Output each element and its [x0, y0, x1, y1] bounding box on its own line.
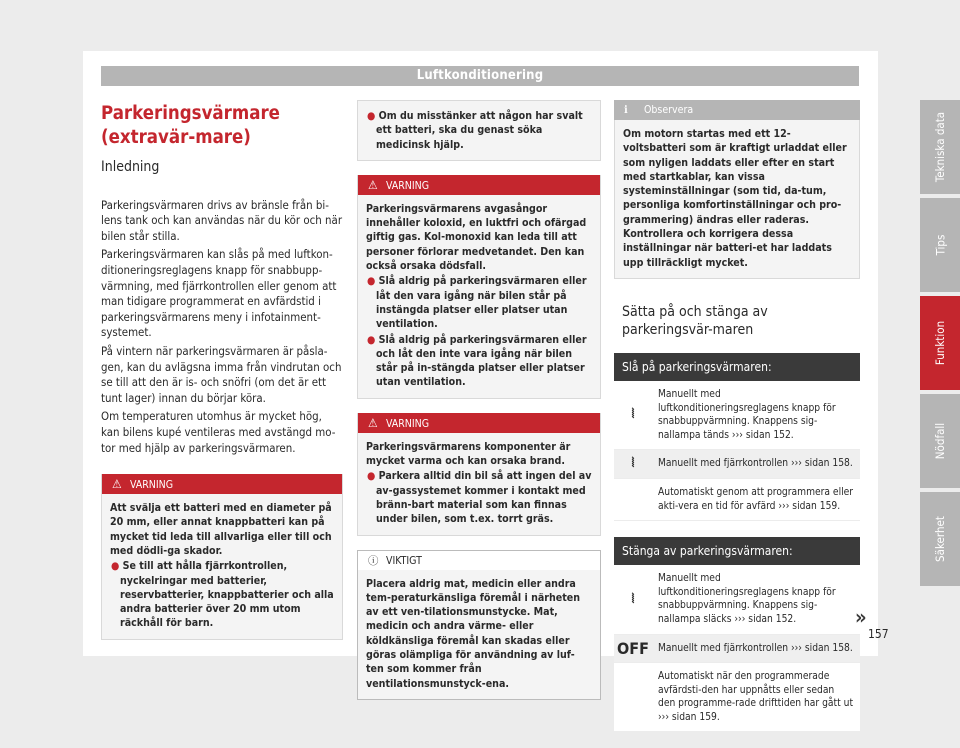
heater-icon: ⦚ — [631, 591, 635, 607]
warning-icon: ⚠ — [368, 177, 378, 192]
section-subtitle: Inledning — [101, 159, 160, 175]
section-title: Parkeringsvärmare (extravär-mare) — [101, 103, 280, 148]
column-1 — [101, 100, 343, 654]
paragraph: Om temperaturen utomhus är mycket hög, kan bilens kupé ventileras med avstängd mo-tor med hjälp av parkeringsvärmaren. — [101, 409, 336, 455]
warning-box — [357, 413, 601, 536]
tab-nodfall[interactable]: Nödfall — [920, 394, 960, 488]
bullet-icon: ● — [367, 333, 379, 346]
warning-icon: ⚠ — [112, 477, 122, 492]
warning-bullet: ● Slå aldrig på parkeringsvärmaren eller låt den vara igång när bilen står på instängda platser eller platser utan ventilation. — [367, 275, 587, 331]
warning-box-continued — [357, 100, 601, 161]
tab-tips[interactable]: Tips — [920, 198, 960, 292]
tab-tekniska-data[interactable]: Tekniska data — [920, 100, 960, 194]
off-icon: OFF — [617, 638, 649, 658]
table-row: OFF Manuellt med fjärrkontrollen ››› sidan 158. — [614, 635, 860, 664]
warning-bullet: ● Om du misstänker att någon har svalt ett batteri, ska du genast söka medicinsk hjälp. — [367, 110, 583, 151]
paragraph: Parkeringsvärmaren drivs av bränsle från bi-lens tank och kan användas när du kör och när bilen står stilla. — [101, 197, 343, 243]
warning-bullet: ● Parkera alltid din bil så att ingen del av av-gassystemet kommer i kontakt med bränn-bart material som kan finnas under bilen, som t.ex. torrt gräs. — [367, 470, 592, 526]
warning-text: Parkeringsvärmarens avgasångor innehåller koloxid, en luktfri och ofärgad giftig gas. Kol-monoxid kan leda till att personer förlorar medvetandet. Den kan också orsaka dödsfall. — [366, 202, 587, 273]
heater-icon: ⦚ — [631, 407, 635, 423]
chapter-header: Luftkonditionering — [101, 66, 859, 86]
warning-label: VARNING — [130, 479, 174, 492]
warning-label: VARNING — [386, 179, 430, 192]
note-box — [614, 100, 860, 279]
notice-box — [357, 550, 601, 700]
table-row: Automatiskt när den programmerade avfärdsti-den har uppnåtts eller sedan den programme-rade drifttiden har gått ut ››› sidan 159. — [614, 663, 860, 732]
table-header: Slå på parkeringsvärmaren: — [614, 353, 860, 381]
notice-text: Placera aldrig mat, medicin eller andra tem-peraturkänsliga föremål i närheten av ett ven-tilationsmunstycke. Mat, medicin och andra värme- eller köldkänsliga föremål kan skadas eller göras olämpliga för användning av luf-ten som kommer från ventilationsmunstyck-ena. — [357, 570, 601, 700]
info-icon: ℹ — [624, 104, 628, 116]
paragraph: På vintern när parkeringsvärmaren är påsla-gen, kan du avlägsna imma från vindrutan och se till att den är is- och snöfri (om det är ett tunt lager) innan du börjar köra. — [101, 343, 342, 405]
page-number: 157 — [868, 627, 889, 641]
warning-text: Att svälja ett batteri med en diameter på 20 mm, eller annat knappbatteri kan på mycket tid leda till allvarliga eller till och med dödli-ga skador. — [110, 502, 332, 557]
table-switch-on — [614, 353, 860, 521]
subsection-title: Sätta på och stänga av parkeringsvär-maren — [622, 303, 768, 338]
table-switch-off — [614, 537, 860, 732]
table-row: Automatiskt genom att programmera eller akti-vera en tid för avfärd ››› sidan 159. — [614, 479, 860, 521]
warning-text: Parkeringsvärmarens komponenter är mycket varma och kan orsaka brand. — [366, 440, 571, 468]
notice-icon: ⓘ — [368, 554, 379, 567]
tab-sakerhet[interactable]: Säkerhet — [920, 492, 960, 586]
notice-label: VIKTIGT — [386, 554, 422, 567]
warning-label: VARNING — [386, 417, 430, 430]
column-3 — [614, 100, 860, 748]
bullet-icon: ● — [111, 560, 123, 573]
warning-box — [357, 175, 601, 399]
table-row: ⦚ Manuellt med luftkonditioneringsreglagens knapp för snabbuppvärmning. Knappens sig-nallampa tänds ››› sidan 152. — [614, 381, 860, 450]
warning-bullet: ● Se till att hålla fjärrkontrollen, nyckelringar med batterier, reservbatterier, knappbatterier och alla andra batterier över 20 mm utom räckhåll för barn. — [111, 560, 334, 630]
bullet-icon: ● — [367, 110, 379, 122]
table-header: Stänga av parkeringsvärmaren: — [614, 537, 860, 565]
continue-arrow-icon: » — [855, 605, 867, 629]
warning-box — [101, 474, 343, 640]
bullet-icon: ● — [367, 470, 379, 483]
paragraph: Parkeringsvärmaren kan slås på med luftkon-ditioneringsreglagens knapp för snabbupp-värmning, med fjärrkontrollen eller genom att man tidigare programmerat en avfärdstid i parkeringsvärmarens meny i infotainment-systemet. — [101, 247, 337, 340]
bullet-icon: ● — [367, 275, 379, 288]
note-label: Observera — [644, 104, 694, 116]
tab-funktion[interactable]: Funktion — [920, 296, 960, 390]
column-2 — [357, 100, 601, 714]
warning-bullet: ● Slå aldrig på parkeringsvärmaren eller och låt den inte vara igång när bilen står på in-stängda platser eller platser utan ventilation. — [367, 333, 587, 389]
table-row: ⦚ Manuellt med fjärrkontrollen ››› sidan 158. — [614, 450, 860, 479]
note-text: Om motorn startas med ett 12-voltsbatteri som är kraftigt urladdat eller som nyligen laddats eller efter en start med startkablar, kan vissa systeminställningar (som tid, da-tum, personliga komfortinställningar och pro-grammering) ändras eller raderas. Kontrollera och korrigera dessa inställningar när batteri-et har laddats upp tillräckligt mycket. — [614, 120, 860, 279]
warning-icon: ⚠ — [368, 415, 378, 430]
table-row: ⦚ Manuellt med luftkonditioneringsreglagens knapp för snabbuppvärmning. Knappens sig-nallampa släcks ››› sidan 152. — [614, 565, 860, 634]
heater-remote-icon: ⦚ — [631, 456, 635, 472]
